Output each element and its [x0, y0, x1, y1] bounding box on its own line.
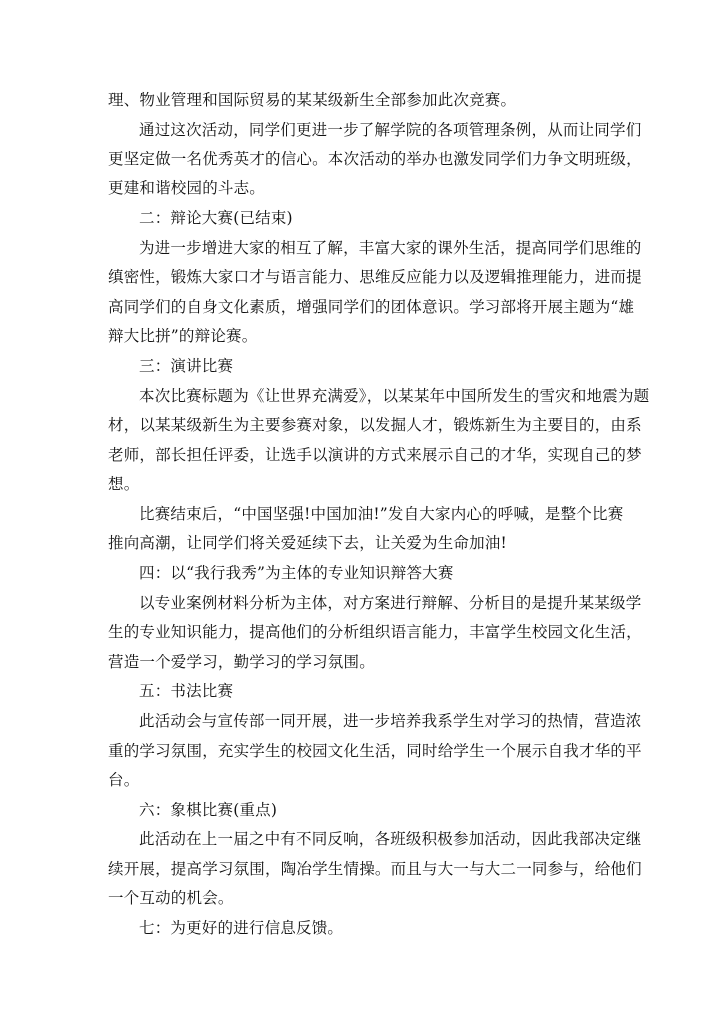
text-line: 重的学习氛围，充实学生的校园文化生活，同时给学生一个展示自我才华的平 [108, 742, 642, 760]
text-line: 此活动在上一届之中有不同反响，各班级积极参加活动，因此我部决定继 [139, 830, 642, 848]
text-line: 更坚定做一名优秀英才的信心。本次活动的举办也激发同学们力争文明班级， [108, 150, 642, 168]
section-heading: 七：为更好的进行信息反馈。 [139, 919, 344, 937]
section-heading: 六：象棋比赛(重点) [139, 801, 278, 819]
text-line: 一个互动的机会。 [108, 889, 234, 907]
text-line: 续开展，提高学习氛围，陶冶学生情操。而且与大一与大二一同参与，给他们 [108, 860, 642, 878]
section-heading: 五：书法比赛 [139, 682, 234, 700]
text-line: 通过这次活动，同学们更进一步了解学院的各项管理条例，从而让同学们 [139, 121, 642, 139]
text-line: 本次比赛标题为《让世界充满爱》，以某某年中国所发生的雪灾和地震为题 [139, 387, 650, 405]
text-line: 为进一步增进大家的相互了解，丰富大家的课外生活，提高同学们思维的 [139, 239, 642, 257]
text-line: 更建和谐校园的斗志。 [108, 179, 266, 197]
text-line: 生的专业知识能力，提高他们的分析组织语言能力，丰富学生校园文化生活， [108, 623, 642, 641]
text-line: 理、物业管理和国际贸易的某某级新生全部参加此次竞赛。 [108, 91, 517, 109]
text-line: 台。 [108, 771, 140, 789]
text-line: 缜密性，锻炼大家口才与语言能力、思维反应能力以及逻辑推理能力，进而提 [108, 268, 642, 286]
text-line: 老师，部长担任评委，让选手以演讲的方式来展示自己的才华，实现自己的梦 [108, 446, 642, 464]
section-heading: 三：演讲比赛 [139, 357, 234, 375]
text-line: 以专业案例材料分析为主体，对方案进行辩解、分析目的是提升某某级学 [139, 594, 642, 612]
text-line: 推向高潮，让同学们将关爱延续下去，让关爱为生命加油! [108, 534, 507, 552]
text-line: 高同学们的自身文化素质，增强同学们的团体意识。学习部将开展主题为“雄 [108, 298, 635, 316]
section-heading: 四：以“我行我秀”为主体的专业知识辩答大赛 [139, 564, 454, 582]
text-line: 营造一个爱学习，勤学习的学习氛围。 [108, 653, 375, 671]
text-line: 此活动会与宣传部一同开展，进一步培养我系学生对学习的热情，营造浓 [139, 712, 642, 730]
section-heading: 二：辩论大赛(已结束) [139, 209, 293, 227]
text-line: 辩大比拼”的辩论赛。 [108, 327, 258, 345]
text-line: 材，以某某级新生为主要参赛对象，以发掘人才，锻炼新生为主要目的，由系 [108, 416, 642, 434]
text-line: 比赛结束后，“中国坚强!中国加油!”发自大家内心的呼喊，是整个比赛 [139, 505, 624, 523]
text-line: 想。 [108, 475, 140, 493]
